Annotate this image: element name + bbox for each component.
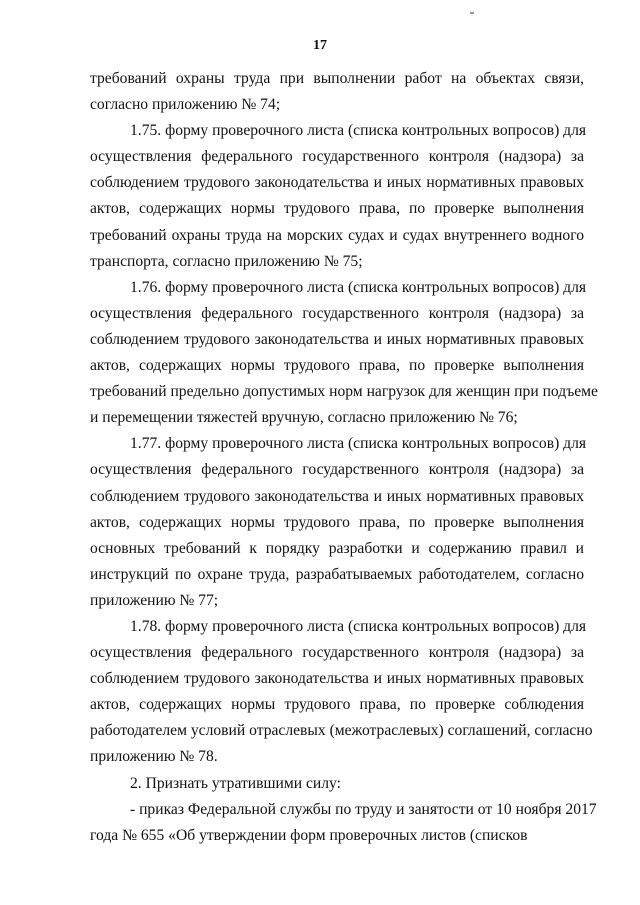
text-line: соблюдением трудового законодательства и иных нормативных правовых — [90, 487, 584, 505]
text-line: актов, содержащих нормы трудового права, по проверке выполнения — [90, 513, 584, 531]
paragraph — [90, 614, 593, 771]
text-line: 2. Признать утратившими силу: — [130, 774, 341, 792]
text-line: актов, содержащих нормы трудового права, по проверке выполнения — [90, 357, 584, 375]
paragraph — [90, 797, 597, 849]
text-line: - приказ Федеральной службы по труду и занятости от 10 ноября 2017 — [130, 800, 597, 818]
text-line: 1.77. форму проверочного листа (списка контрольных вопросов) для — [130, 435, 587, 453]
text-line: 1.76. форму проверочного листа (списка контрольных вопросов) для — [130, 278, 587, 296]
document-body — [90, 66, 598, 849]
text-line: требований охраны труда при выполнении работ на объектах связи, — [90, 70, 584, 87]
paragraph — [90, 431, 587, 614]
text-line: инструкций по охране труда, разрабатываемых работодателем, согласно — [90, 565, 584, 583]
text-line: приложению № 77; — [90, 591, 219, 609]
text-line: осуществления федерального государственного контроля (надзора) за — [90, 644, 584, 662]
text-line: актов, содержащих нормы трудового права, по проверке соблюдения — [90, 696, 584, 714]
text-line: соблюдением трудового законодательства и иных нормативных правовых — [90, 330, 584, 348]
text-line: 1.78. форму проверочного листа (списка контрольных вопросов) для — [130, 617, 587, 635]
paragraph — [90, 275, 598, 432]
text-line: требований предельно допустимых норм нагрузок для женщин при подъеме — [90, 383, 598, 401]
paragraph — [90, 66, 584, 118]
text-line: транспорта, согласно приложению № 75; — [90, 252, 363, 270]
text-line: актов, содержащих нормы трудового права, по проверке выполнения — [90, 200, 584, 218]
text-line: согласно приложению № 74; — [90, 96, 281, 114]
text-line: и перемещении тяжестей вручную, согласно приложению № 76; — [90, 409, 518, 427]
text-line: года № 655 «Об утверждении форм проверочных листов (списков — [90, 826, 528, 844]
paragraph — [90, 118, 587, 275]
text-line: соблюдением трудового законодательства и иных нормативных правовых — [90, 670, 584, 688]
page-number: 17 — [313, 38, 327, 53]
scan-artifact — [470, 12, 474, 14]
text-line: 1.75. форму проверочного листа (списка контрольных вопросов) для — [130, 122, 587, 140]
text-line: приложению № 78. — [90, 748, 218, 766]
text-line: основных требований к порядку разработки и содержанию правил и — [90, 539, 584, 557]
text-line: осуществления федерального государственного контроля (надзора) за — [90, 148, 584, 166]
paragraph — [90, 771, 584, 797]
text-line: соблюдением трудового законодательства и иных нормативных правовых — [90, 174, 584, 192]
text-line: работодателем условий отраслевых (межотраслевых) соглашений, согласно — [90, 722, 593, 740]
text-line: требований охраны труда на морских судах и судах внутреннего водного — [90, 226, 584, 244]
text-line: осуществления федерального государственного контроля (надзора) за — [90, 461, 584, 479]
text-line: осуществления федерального государственного контроля (надзора) за — [90, 304, 584, 322]
